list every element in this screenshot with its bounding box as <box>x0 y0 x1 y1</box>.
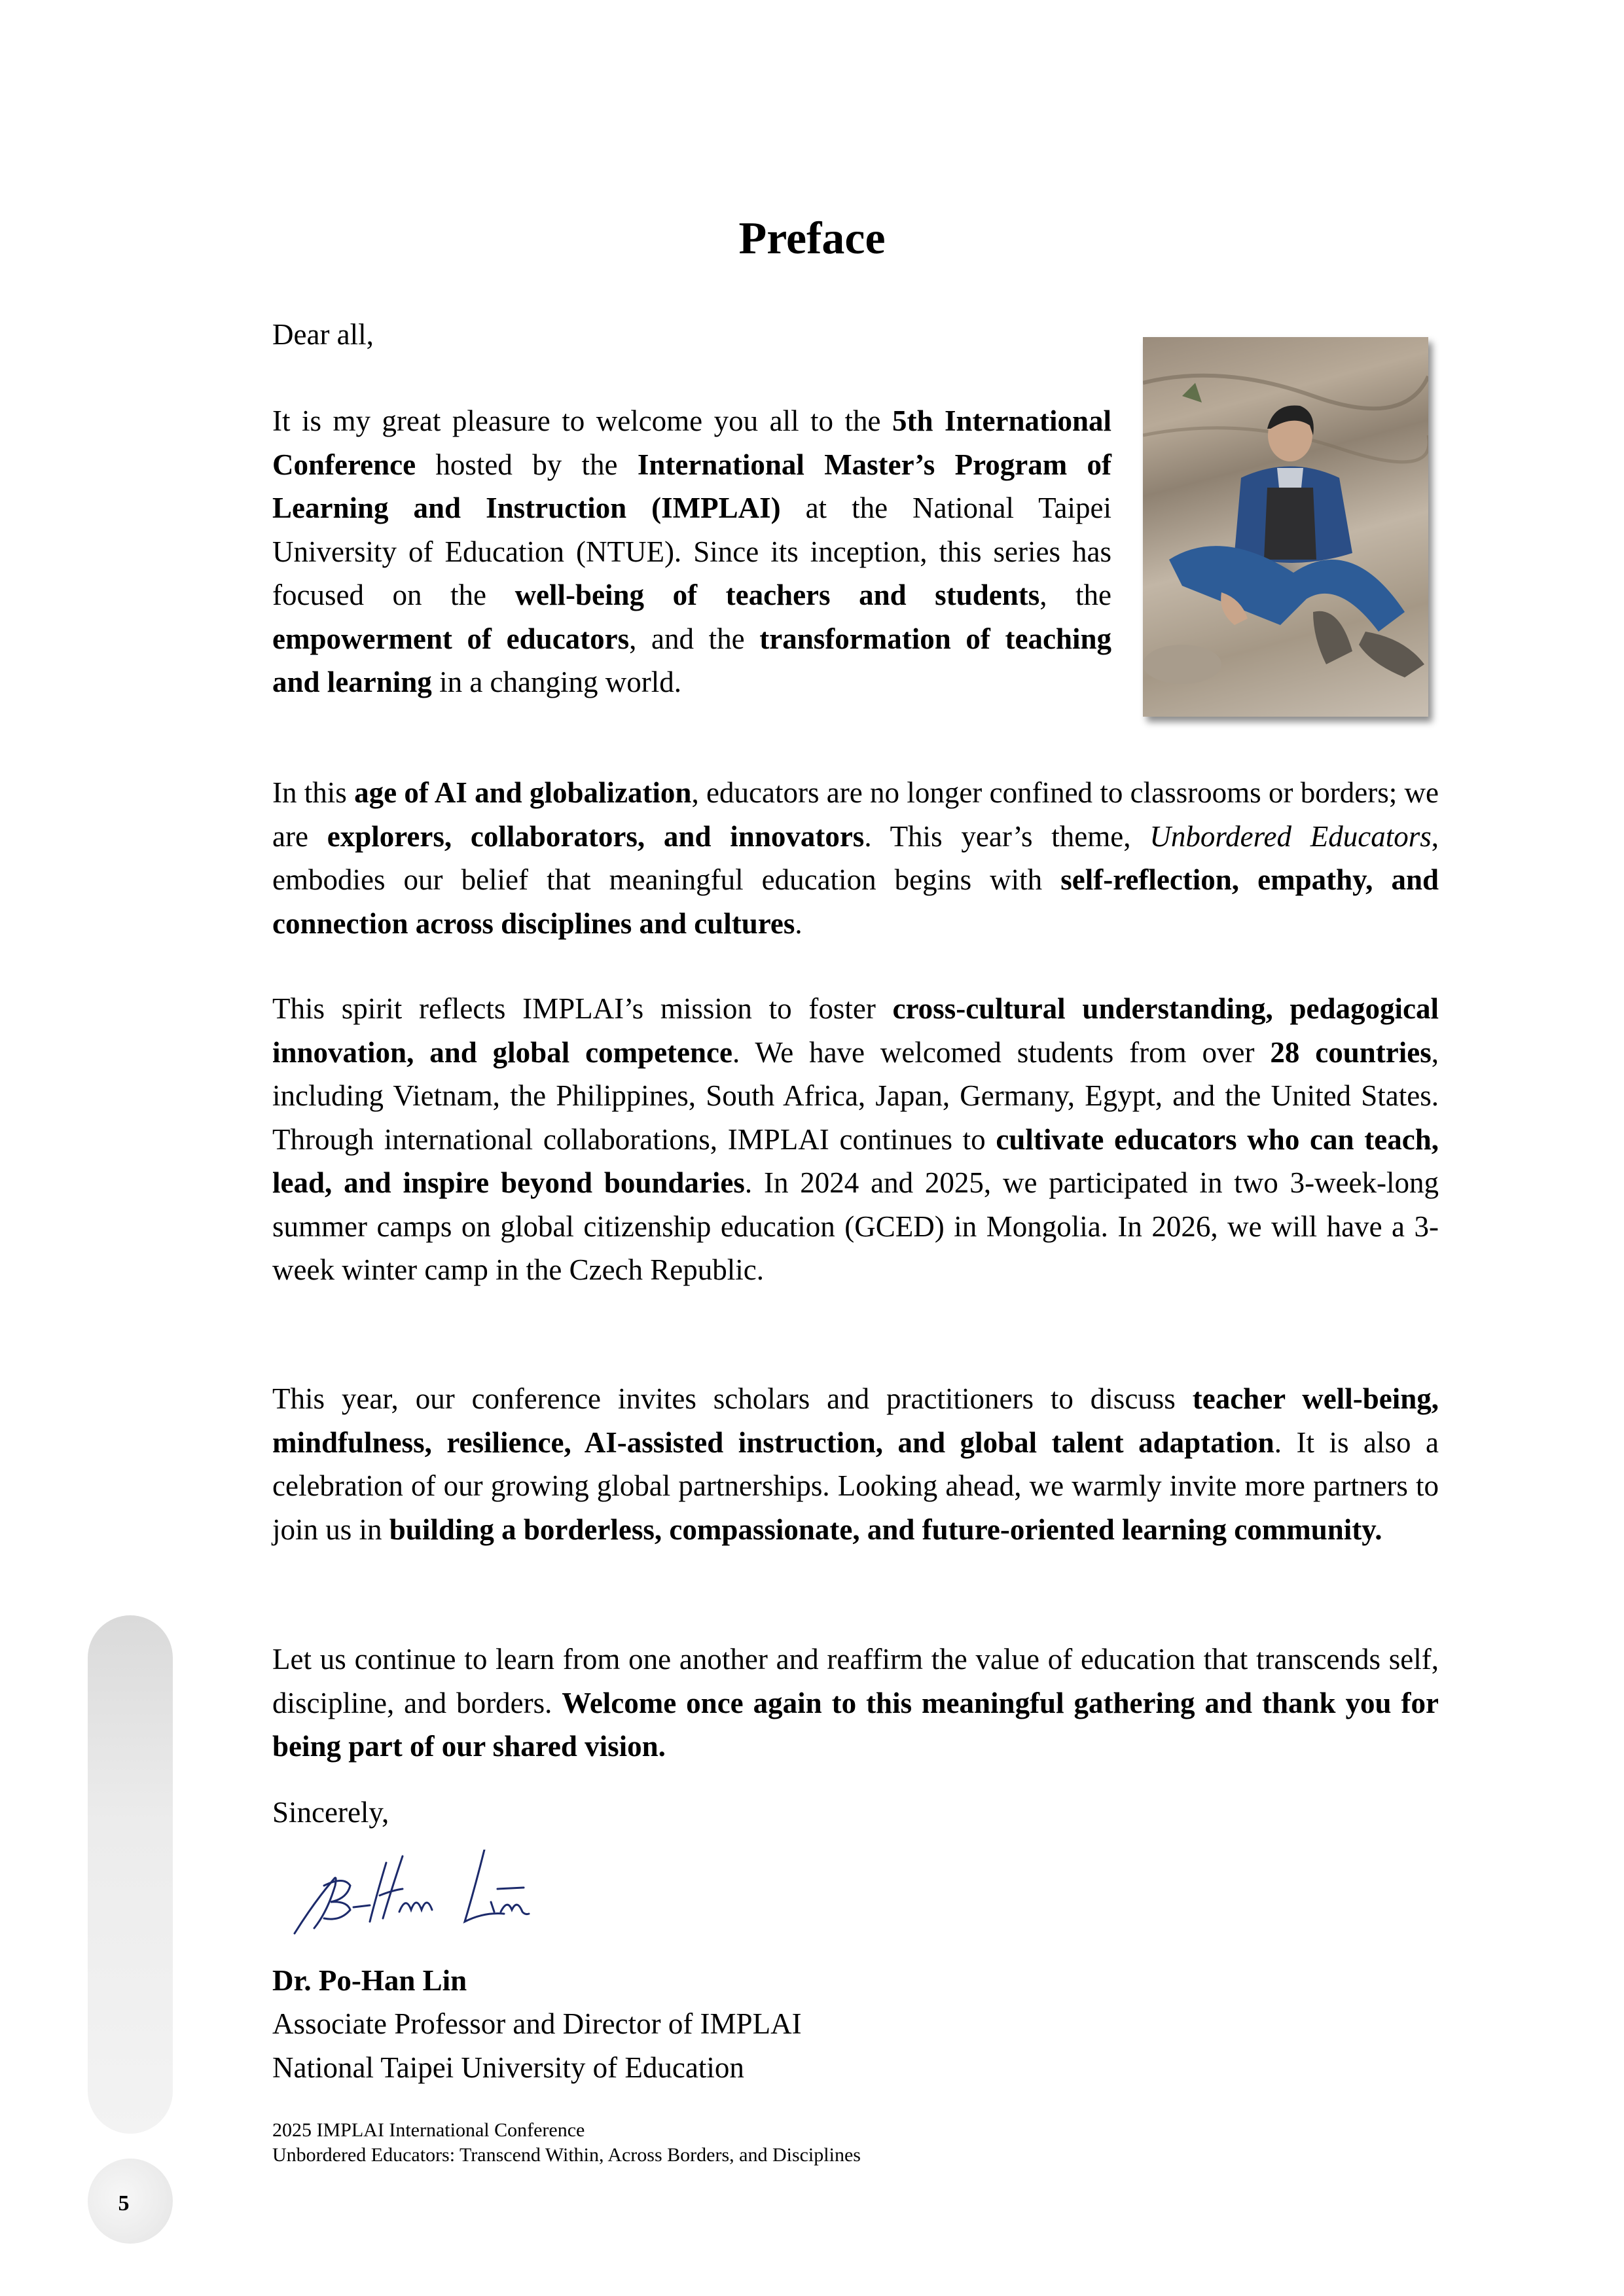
signature-image <box>288 1850 576 1941</box>
text-run: , educators are no longer confined to classrooms or borders; we are <box>272 776 1439 853</box>
salutation: Dear all, <box>272 318 374 351</box>
text-run: This year, our conference invites scholars and practitioners to discuss <box>272 1382 1193 1415</box>
text-run: Let us continue to learn from one another and reaffirm the value of education that transcends self, discipline, and borders. <box>272 1643 1439 1719</box>
emphasis-text: International Master’s Program of Learning and Instruction (IMPLAI) <box>272 448 1111 524</box>
page-number-badge <box>88 2159 173 2244</box>
emphasis-text: teacher well-being, mindfulness, resilience, AI-assisted instruction, and global talent adaptation <box>272 1382 1439 1459</box>
text-run: . It is also a celebration of our growing global partnerships. Looking ahead, we warmly invite more partners to join us in <box>272 1426 1439 1546</box>
text-run: In this <box>272 776 355 809</box>
italic-text: Unbordered Educators <box>1149 819 1432 853</box>
conference-themes-paragraph <box>272 1377 1439 1551</box>
text-run: , embodies our belief that meaningful education begins with <box>272 819 1439 896</box>
text-run: , the <box>1039 579 1112 611</box>
emphasis-text: well-being of teachers and students <box>514 579 1040 611</box>
emphasis-text: transformation of teaching and learning <box>272 622 1112 698</box>
text-run: . We have welcomed students from over <box>732 1035 1271 1069</box>
text-run: at the National Taipei University of Education (NTUE). Since its inception, this series has focused on the <box>272 492 1111 611</box>
intro-paragraph <box>272 399 1111 704</box>
signer-title: Associate Professor and Director of IMPLAI <box>272 2007 802 2040</box>
footer-conference-theme: Unbordered Educators: Transcend Within, Across Borders, and Disciplines <box>272 2144 861 2166</box>
emphasis-text: explorers, collaborators, and innovators <box>327 819 865 853</box>
closing-paragraph <box>272 1638 1439 1768</box>
text-run: . In 2024 and 2025, we participated in two 3-week-long summer camps on global citizenship education (GCED) in Mongolia. In 2026, we will have a 3-week winter camp in the Czech Republic. <box>272 1166 1439 1286</box>
page-title: Preface <box>738 213 886 264</box>
side-decoration-bar <box>88 1615 173 2134</box>
footer-conference-name: 2025 IMPLAI International Conference <box>272 2119 585 2141</box>
text-run: . This year’s theme, <box>864 819 1150 853</box>
person-photo-illustration <box>1143 337 1428 717</box>
text-run: This spirit reflects IMPLAI’s mission to foster <box>272 992 893 1025</box>
emphasis-text: 28 countries <box>1270 1035 1432 1069</box>
page-footer <box>272 2118 861 2168</box>
emphasis-text: 5th International Conference <box>272 404 1111 481</box>
signer-name: Dr. Po-Han Lin <box>272 1964 467 1997</box>
emphasis-text: empowerment of educators <box>272 622 630 655</box>
author-photo <box>1143 337 1428 717</box>
emphasis-text: age of AI and globalization <box>354 776 692 809</box>
emphasis-text: Welcome once again to this meaningful gathering and thank you for being part of our shared vision. <box>272 1686 1439 1763</box>
emphasis-text: self-reflection, empathy, and connection across disciplines and cultures <box>272 863 1439 940</box>
emphasis-text: cultivate educators who can teach, lead, and inspire beyond boundaries <box>272 1122 1439 1199</box>
emphasis-text: building a borderless, compassionate, and future-oriented learning community. <box>389 1513 1382 1546</box>
emphasis-text: cross-cultural understanding, pedagogical innovation, and global competence <box>272 992 1439 1069</box>
text-run: . <box>795 906 803 940</box>
age-of-ai-paragraph <box>272 771 1439 945</box>
text-run: hosted by the <box>416 448 638 481</box>
closing-salutation: Sincerely, <box>272 1796 389 1829</box>
page-number: 5 <box>118 2191 130 2215</box>
text-run: It is my great pleasure to welcome you all to the <box>272 404 892 437</box>
mission-paragraph <box>272 987 1439 1292</box>
text-run: , and the <box>629 622 760 655</box>
text-run: , including Vietnam, the Philippines, South Africa, Japan, Germany, Egypt, and the United States. Through international collaborations, IMPLAI continues to <box>272 1035 1439 1156</box>
text-run: in a changing world. <box>431 666 681 698</box>
signer-organization: National Taipei University of Education <box>272 2051 744 2084</box>
